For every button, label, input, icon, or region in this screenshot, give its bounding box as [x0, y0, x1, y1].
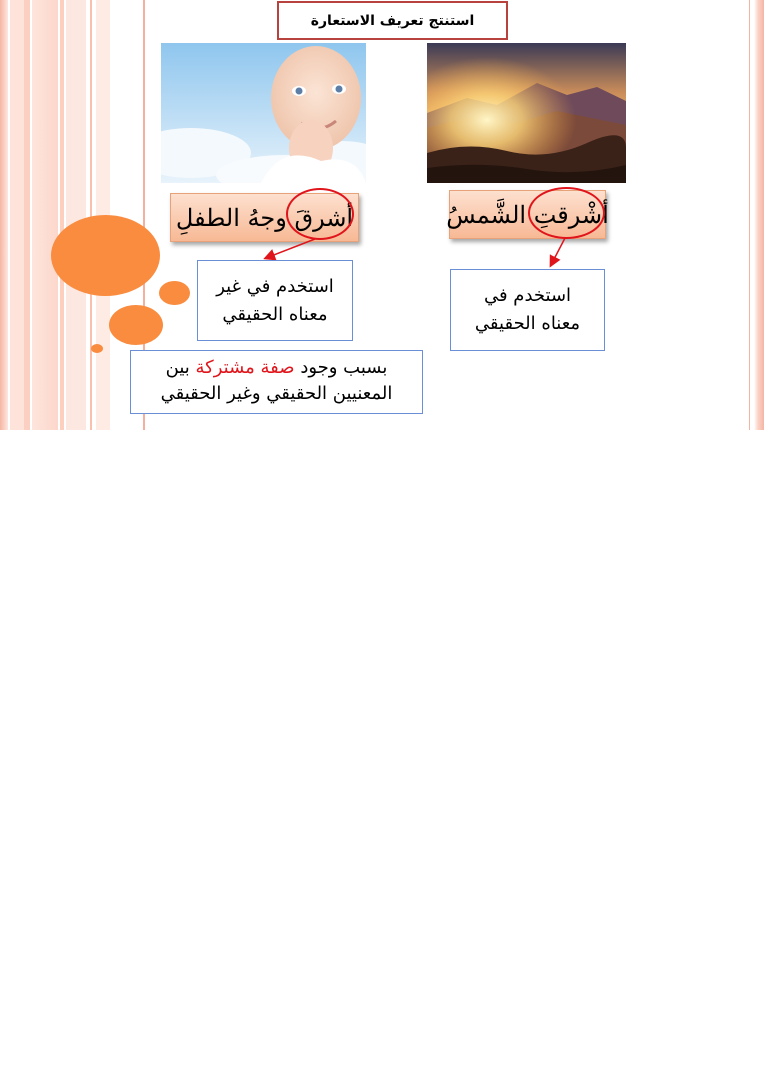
page-title: استنتج تعريف الاستعارة [277, 1, 508, 40]
slide [0, 0, 764, 430]
explanation-box-figurative: استخدم في غير معناه الحقيقي [197, 260, 353, 341]
highlighted-verb: أشرقَ [294, 203, 354, 232]
phrase-rest: الشَّمسُ [446, 200, 527, 229]
conclusion-after: بين المعنيين الحقيقي وغير الحقيقي [160, 357, 393, 404]
explanation-box-literal: استخدم في معناه الحقيقي [450, 269, 605, 351]
conclusion-highlight: صفة مشتركة [195, 357, 295, 378]
conclusion-before: بسبب وجود [300, 357, 388, 378]
phrase-rest: وجهُ الطفلِ [175, 203, 287, 232]
highlighted-verb: أشْرقتِ [533, 200, 609, 229]
conclusion-box [130, 350, 423, 414]
